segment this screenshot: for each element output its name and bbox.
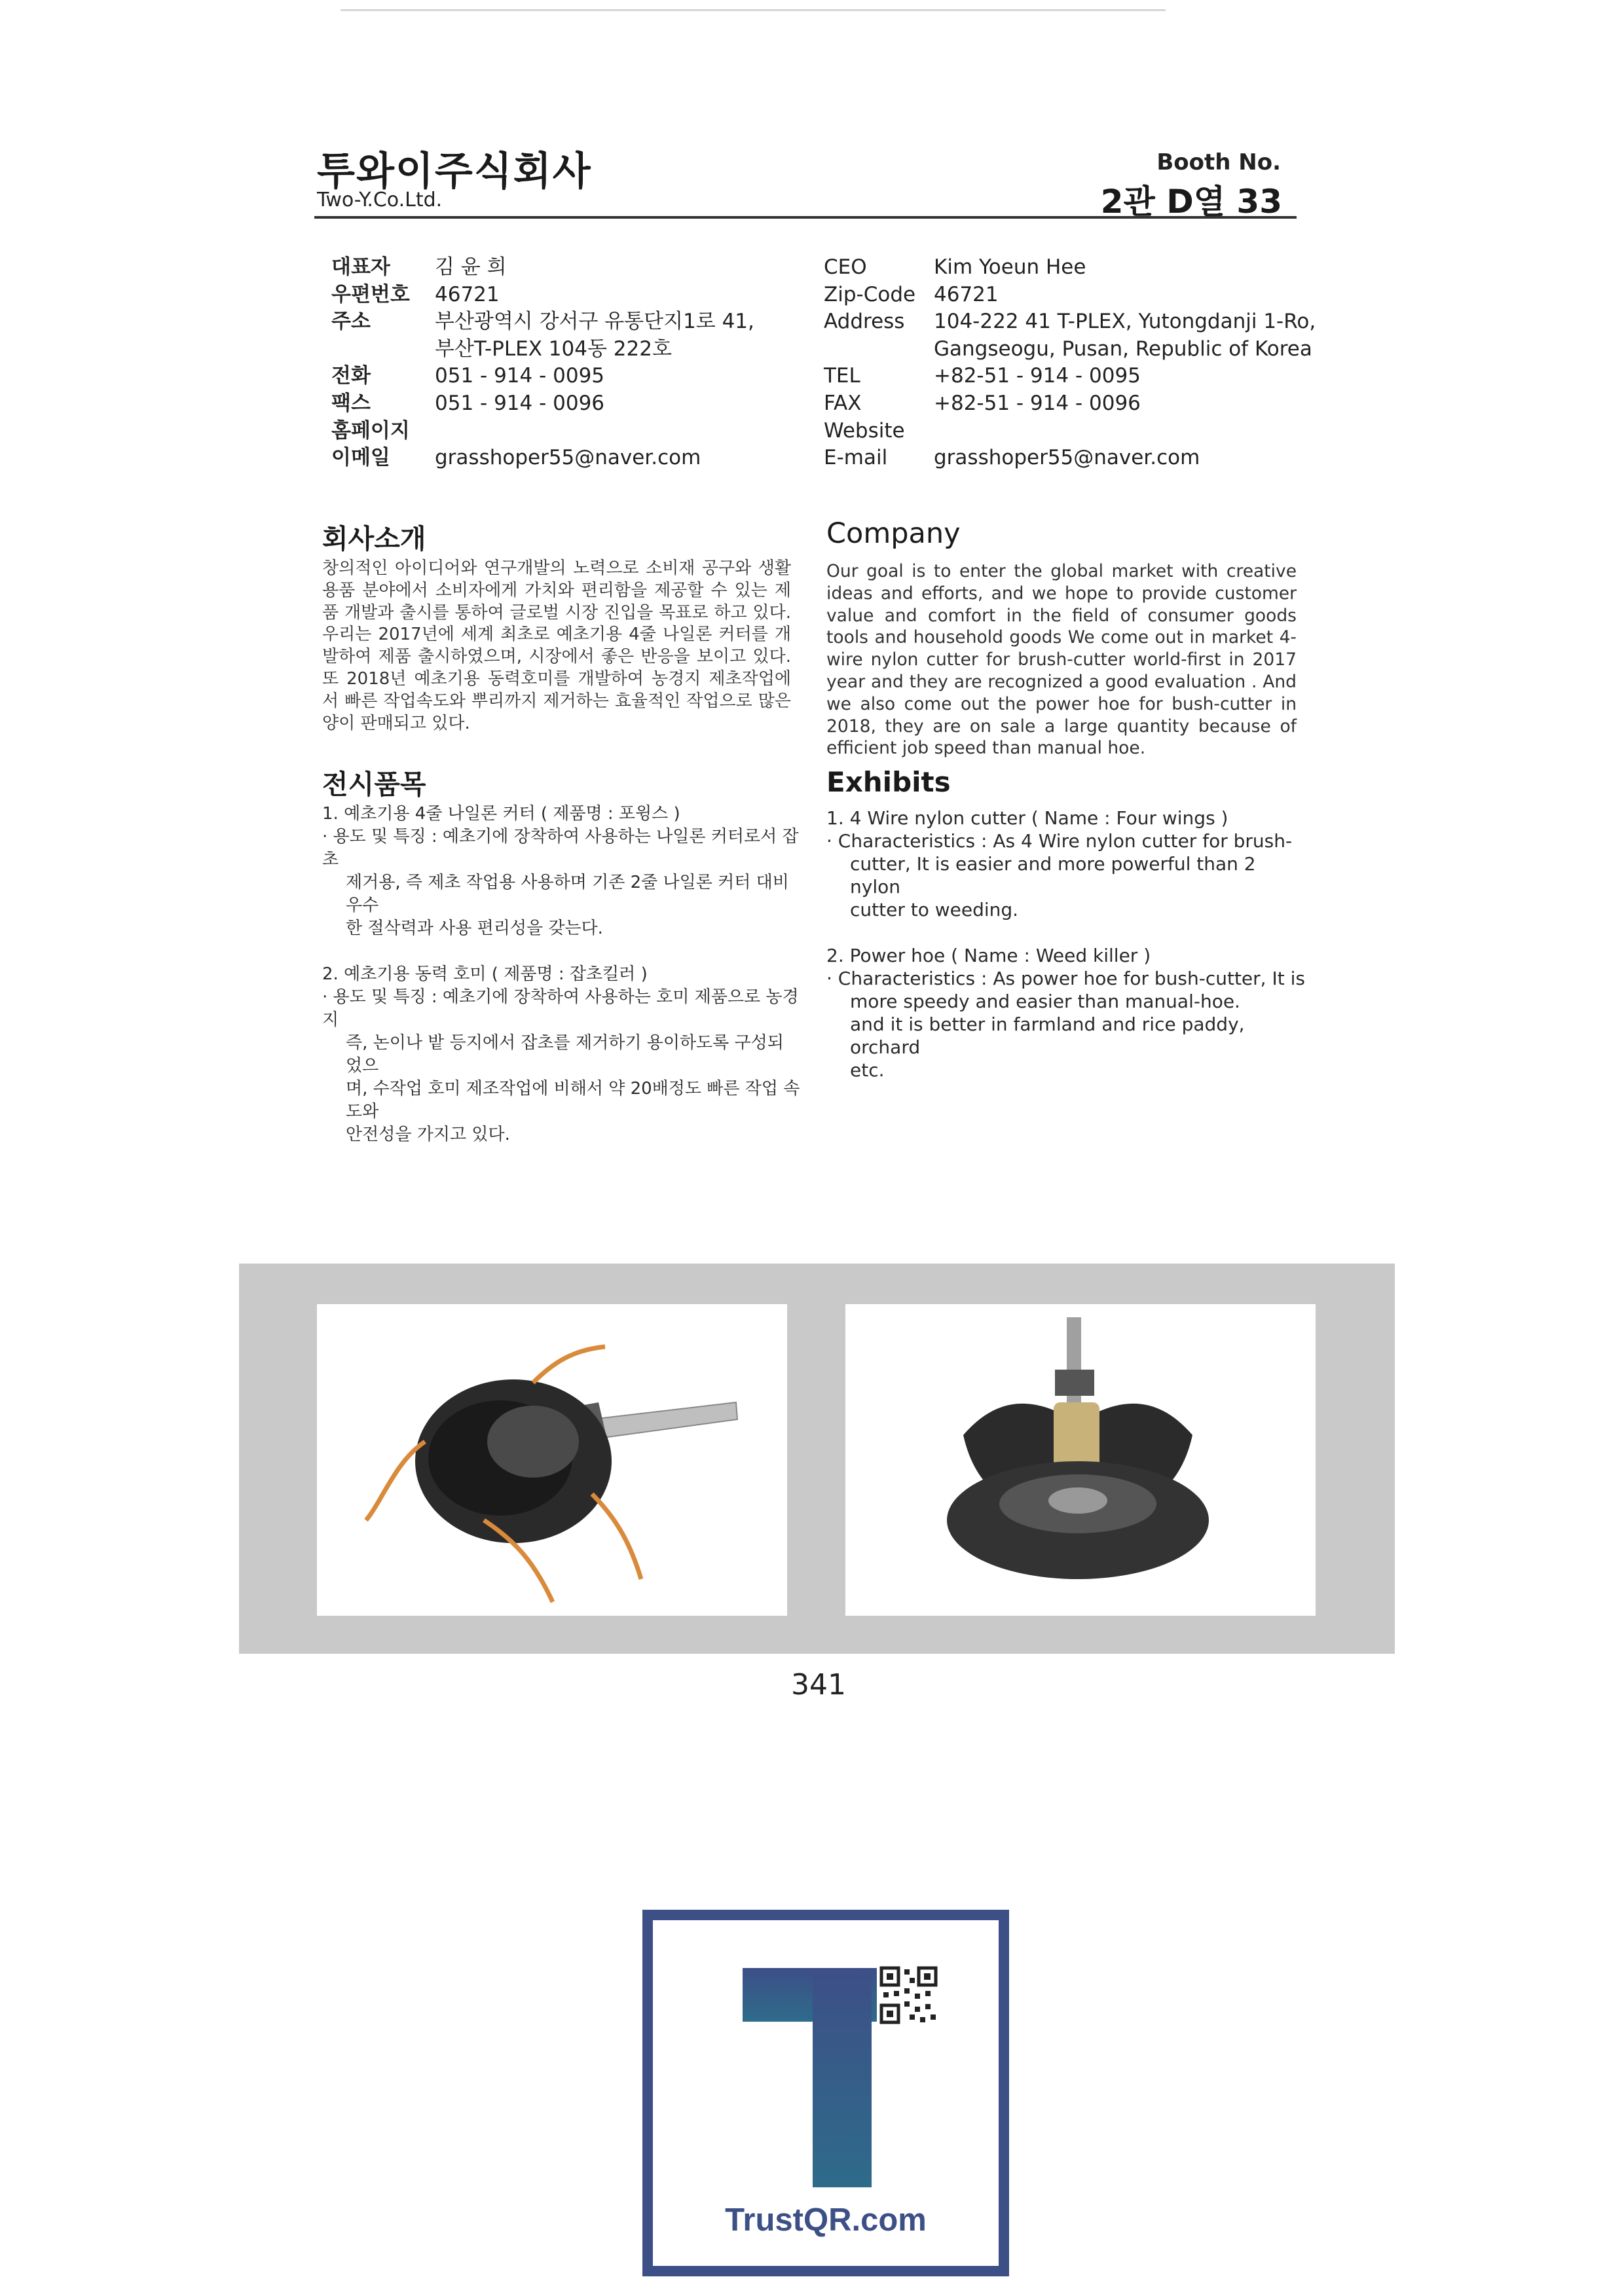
- exhibit-heading: 1. 4 Wire nylon cutter ( Name : Four wings ): [826, 807, 1228, 829]
- info-label: Address: [824, 310, 905, 334]
- exhibits-list-ko: [322, 803, 800, 1146]
- intro-title-en: Company: [826, 517, 961, 550]
- info-label: CEO: [824, 255, 867, 279]
- info-label: E-mail: [824, 446, 888, 470]
- info-row: [331, 282, 803, 309]
- company-header: [314, 131, 1297, 223]
- info-label: 우편번호: [331, 282, 410, 306]
- info-row: [331, 445, 803, 472]
- info-value: 104-222 41 T-PLEX, Yutongdanji 1-Ro,: [934, 310, 1316, 334]
- nylon-cutter-photo: [317, 1304, 787, 1616]
- info-row: [824, 282, 1308, 309]
- booth-number: 2관 D열 33: [1100, 183, 1282, 221]
- qr-code-icon: [881, 1968, 936, 2022]
- intro-text-ko: 창의적인 아이디어와 연구개발의 노력으로 소비재 공구와 생활용품 분야에서 소비자에게 가치와 편리함을 제공할 수 있는 제품 개발과 출시를 통하여 글로벌 시장 진입을 목표로 하고 있다. 우리는 2017년에 세계 최초로 예초기용 4줄 나일론 커터를 개발하여 제품 출시하였으며, 시장에서 좋은 반응을 보이고 있다. 또 2018년 예초기용 동력호미를 개발하여 농경지 제초작업에서 빠른 작업속도와 뿌리까지 제거하는 효율적인 작업으로 많은 양이 판매되고 있다.: [322, 558, 791, 733]
- info-row: [331, 308, 803, 336]
- info-label: 홈페이지: [331, 418, 410, 443]
- page-number: 341: [791, 1668, 846, 1702]
- trustqr-logo: [642, 1910, 1009, 2276]
- company-name-ko: 투와이주식회사: [317, 149, 592, 194]
- info-row: [331, 390, 803, 418]
- info-value: grasshoper55@naver.com: [934, 446, 1200, 470]
- intro-title-ko: 회사소개: [322, 523, 426, 555]
- info-label: 주소: [331, 310, 371, 334]
- exhibits-title-ko: 전시품목: [322, 769, 426, 800]
- info-label: 팩스: [331, 391, 371, 415]
- info-value: Gangseogu, Pusan, Republic of Korea: [934, 337, 1312, 361]
- info-row: [824, 254, 1308, 282]
- intro-text-en: Our goal is to enter the global market with creative ideas and efforts, and we hope to provide customer value and comfort in the field of consumer goods tools and household goods We come out in market 4-wire nylon cutter for brush-cutter world-first in 2017 year and they are recognized a good evaluation . And we also come out the power hoe for bush-cutter in 2018, they are on sale a large quantity because of efficient job speed than manual hoe.: [826, 561, 1297, 759]
- exhibit-line: · Characteristics : As 4 Wire nylon cutter for brush-: [826, 830, 1293, 852]
- exhibits-title-en: Exhibits: [826, 766, 951, 798]
- trustqr-logo-inner: [653, 1920, 999, 2266]
- exhibit-line: 안전성을 가지고 있다.: [346, 1125, 510, 1144]
- top-scan-line: [341, 9, 1166, 11]
- contact-info-ko: [331, 254, 803, 472]
- info-label: FAX: [824, 391, 862, 415]
- info-row: [824, 363, 1308, 390]
- info-value: 051 - 914 - 0096: [435, 391, 605, 415]
- info-label: 대표자: [331, 255, 390, 279]
- exhibit-line: 즉, 논이나 밭 등지에서 잡초를 제거하기 용이하도록 구성되었으: [346, 1033, 784, 1076]
- power-hoe-photo: [845, 1304, 1316, 1616]
- exhibit-line: cutter, It is easier and more powerful than 2 nylon: [850, 853, 1256, 898]
- company-name-en: Two-Y.Co.Ltd.: [317, 189, 443, 211]
- exhibit-heading: 1. 예초기용 4줄 나일론 커터 ( 제품명 : 포윙스 ): [322, 804, 680, 824]
- exhibits-list-en: [826, 807, 1311, 1082]
- booth-label: Booth No.: [1156, 149, 1281, 175]
- info-row: [824, 308, 1316, 336]
- info-value: grasshoper55@naver.com: [435, 446, 701, 470]
- header-divider: [314, 216, 1297, 219]
- exhibit-line: 며, 수작업 호미 제조작업에 비해서 약 20배정도 빠른 작업 속도와: [346, 1079, 800, 1121]
- trustqr-text: TrustQR.com: [725, 2202, 927, 2238]
- info-value: +82-51 - 914 - 0095: [934, 364, 1141, 388]
- info-value: 46721: [934, 282, 999, 306]
- exhibit-heading: 2. 예초기용 동력 호미 ( 제품명 : 잡초킬러 ): [322, 964, 648, 984]
- info-value: 김 윤 희: [435, 255, 507, 279]
- info-row: [824, 390, 1308, 418]
- exhibit-line: 한 절삭력과 사용 편리성을 갖는다.: [346, 919, 603, 938]
- exhibit-line: cutter to weeding.: [850, 899, 1019, 920]
- exhibit-heading: 2. Power hoe ( Name : Weed killer ): [826, 945, 1151, 966]
- exhibit-line: · Characteristics : As power hoe for bush-cutter, It is: [826, 968, 1305, 989]
- info-row: [824, 336, 1312, 363]
- exhibit-line: · 용도 및 특징 : 예초기에 장착하여 사용하는 나일론 커터로서 잡초: [322, 827, 799, 869]
- info-label: Website: [824, 418, 905, 443]
- info-row: [824, 418, 1308, 445]
- product-photo-band: [239, 1264, 1395, 1654]
- info-value: +82-51 - 914 - 0096: [934, 391, 1141, 415]
- exhibit-line: 제거용, 즉 제초 작업용 사용하며 기존 2줄 나일론 커터 대비 우수: [346, 873, 789, 915]
- info-row: [331, 363, 803, 390]
- exhibit-line: more speedy and easier than manual-hoe.: [850, 991, 1240, 1012]
- info-row: [331, 254, 803, 282]
- info-row: [331, 418, 803, 445]
- info-label: 이메일: [331, 446, 390, 470]
- info-label: TEL: [824, 364, 860, 388]
- exhibit-line: etc.: [850, 1059, 885, 1081]
- info-value: 부산T-PLEX 104동 222호: [435, 337, 672, 361]
- info-value: 051 - 914 - 0095: [435, 364, 605, 388]
- info-value: Kim Yoeun Hee: [934, 255, 1086, 279]
- exhibit-line: · 용도 및 특징 : 예초기에 장착하여 사용하는 호미 제품으로 농경지: [322, 987, 799, 1030]
- info-label: 전화: [331, 364, 371, 388]
- info-value: 부산광역시 강서구 유통단지1로 41,: [435, 310, 754, 334]
- info-row: [824, 445, 1308, 472]
- exhibit-line: and it is better in farmland and rice paddy, orchard: [850, 1013, 1245, 1058]
- contact-info-en: [824, 254, 1316, 472]
- info-value: 46721: [435, 282, 500, 306]
- info-label: Zip-Code: [824, 282, 916, 306]
- info-row: [331, 336, 803, 363]
